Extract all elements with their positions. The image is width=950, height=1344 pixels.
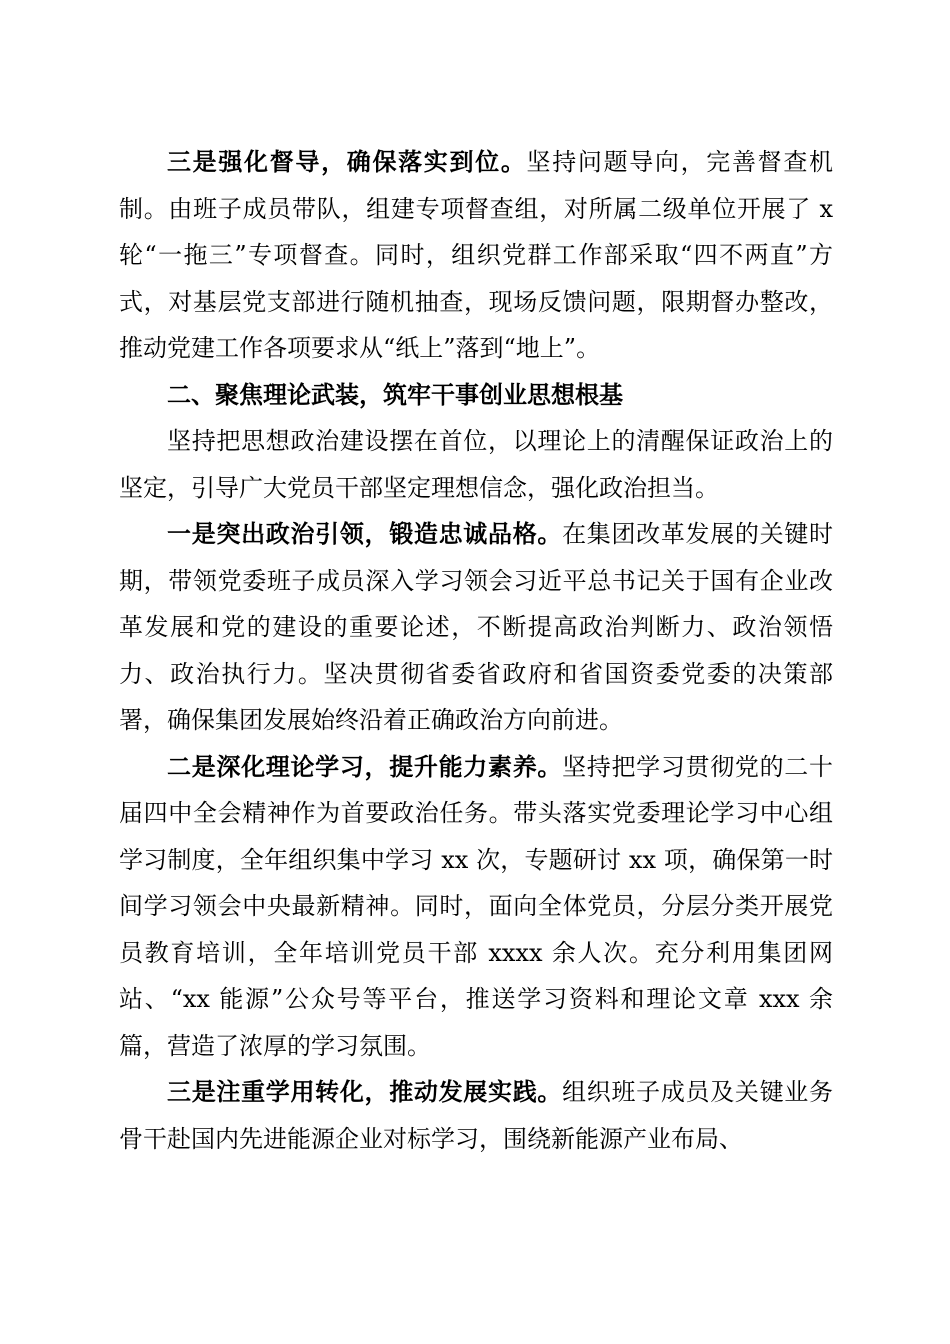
paragraph-text: 坚持问题导向，完善督查机制。由班子成员带队，组建专项督查组，对所属二级单位开展了 x 轮“一拖三”专项督查。同时，组织党群工作部采取“四不两直”方式，对基层党支部进行随机抽查，现场反馈问题，限期督办整改，推动党建工作各项要求从“纸上”落到“地上”。	[119, 148, 834, 362]
paragraph-text: 坚持把思想政治建设摆在首位，以理论上的清醒保证政治上的坚定，引导广大党员干部坚定理想信念，强化政治担当。	[119, 427, 833, 502]
paragraph-political-leadership	[119, 511, 833, 744]
paragraph-lead: 三是强化督导，确保落实到位。	[167, 147, 527, 176]
document-body	[119, 139, 833, 1162]
paragraph-lead: 二是深化理论学习，提升能力素养。	[167, 751, 563, 781]
paragraph-practice	[119, 1069, 833, 1162]
paragraph-lead: 三是注重学用转化，推动发展实践。	[167, 1077, 563, 1106]
paragraph-intro	[119, 418, 833, 511]
paragraph-lead: 一是突出政治引领，锻造忠诚品格。	[167, 519, 563, 548]
paragraph-theory-study	[119, 744, 833, 1070]
paragraph-text: 坚持把学习贯彻党的二十届四中全会精神作为首要政治任务。带头落实党委理论学习中心组学习制度，全年组织集中学习 xx 次，专题研讨 xx 项，确保第一时间学习领会中央最新精神。同时，面向全体党员，分层分类开展党员教育培训，全年培训党员干部 xxxx 余人次。充分利用集团网站、“xx 能源”公众号等平台，推送学习资料和理论文章 xxx 余篇，营造了浓厚的学习氛围。	[119, 752, 834, 1060]
paragraph-supervision	[119, 139, 833, 372]
paragraph-text: 组织班子成员及关键业务骨干赴国内先进能源企业对标学习，围绕新能源产业布局、	[119, 1078, 834, 1153]
paragraph-text: 在集团改革发展的关键时期，带领党委班子成员深入学习领会习近平总书记关于国有企业改革发展和党的建设的重要论述，不断提高政治判断力、政治领悟力、政治执行力。坚决贯彻省委省政府和省国资委党委的决策部署，确保集团发展始终沿着正确政治方向前进。	[119, 520, 834, 734]
section-heading: 二、聚焦理论武装，筑牢干事创业思想根基	[167, 380, 623, 409]
